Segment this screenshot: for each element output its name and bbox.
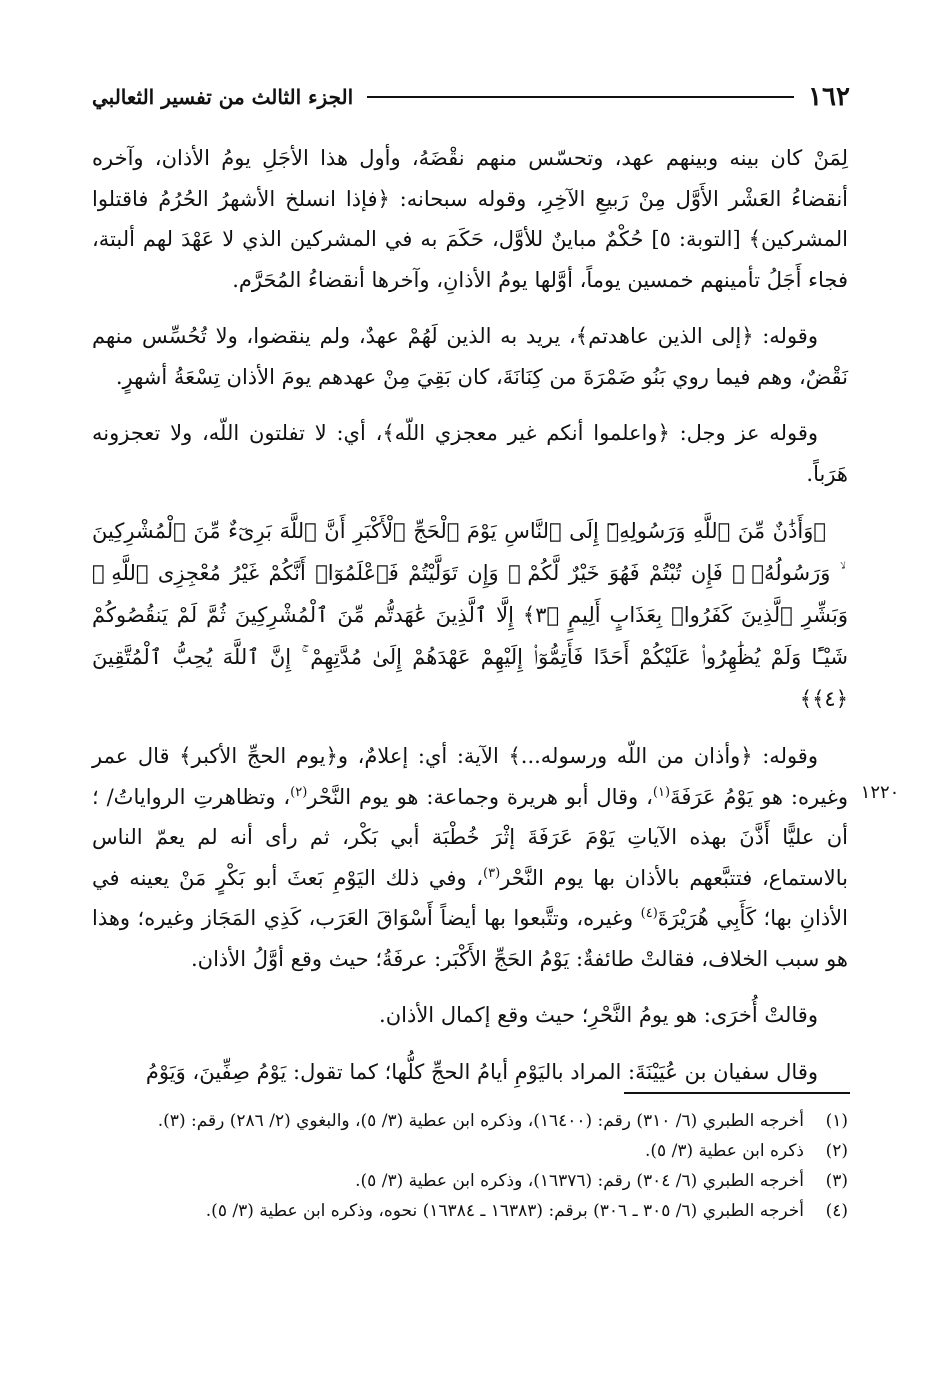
paragraph-4-part-d: ، وفي ذلك اليَوْمِ بَعثَ أبو بَكْرٍ مَنْ يعينه في الأذانِ بها؛ كَأَبِي هُرَيْرَةَ [92, 865, 848, 930]
footnote-separator [624, 1092, 850, 1094]
page-header [92, 80, 850, 114]
paragraph-1: لِمَنْ كان بينه وبينهم عهد، وتحسّس منهم نقْضَهُ، وأول هذا الأجَلِ يومُ الأذان، وآخره أنقضاءُ العَشْر الأَوَّل مِنْ رَبيعِ الآخِرِ، وقوله سبحانه: ﴿فإذا انسلخ الأشهرُ الحُرُمُ فاقتلوا المشركين﴾ [التوبة: ٥] حُكْمٌ مباينٌ للأوَّل، حَكَمَ به في المشركين الذي لا عَهْدَ لهم ألبتة، فجاء أَجَلُ تأمينهم خمسين يوماً، أوَّلها يومُ الأذانِ، وآخرها أنقضاءُ المُحَرَّم. [92, 146, 848, 292]
footnote-text: أخرجه الطبري (٦/ ٣١٠) رقم: (١٦٤٠٠)، وذكره ابن عطية (٣/ ٥)، والبغوي (٢/ ٢٨٦) رقم: (٣). [157, 1111, 804, 1131]
footnote-text: أخرجه الطبري (٦/ ٣٠٥ ـ ٣٠٦) برقم: (١٦٣٨٣ ـ ١٦٣٨٤) نحوه، وذكره ابن عطية (٣/ ٥). [205, 1201, 804, 1221]
footnote-number: (١) [825, 1111, 848, 1131]
footnote-number: (٣) [825, 1171, 848, 1191]
footnote-number: (٢) [825, 1141, 848, 1161]
footnote-number: (٤) [825, 1201, 848, 1221]
quran-verse: ﴿وَأَذَٰنٌ مِّنَ ٱللَّهِ وَرَسُولِهِۦٓ إِلَى ٱلنَّاسِ يَوْمَ ٱلْحَجِّ ٱلْأَكْبَرِ أَنَّ ٱللَّهَ بَرِىٓءٌ مِّنَ ٱلْمُشْرِكِينَ ۙ وَرَسُولُهُۥ ۚ فَإِن تُبْتُمْ فَهُوَ خَيْرٌ لَّكُمْ ۖ وَإِن تَوَلَّيْتُمْ فَٱعْلَمُوٓا۟ أَنَّكُمْ غَيْرُ مُعْجِزِى ٱللَّهِ ۗ وَبَشِّرِ ٱلَّذِينَ كَفَرُوا۟ بِعَذَابٍ أَلِيمٍ ﴿٣﴾ إِلَّا ٱلَّذِينَ عَٰهَدتُّم مِّنَ ٱلْمُشْرِكِينَ ثُمَّ لَمْ يَنقُصُوكُمْ شَيْـًٔا وَلَمْ يُظَٰهِرُوا۟ عَلَيْكُمْ أَحَدًا فَأَتِمُّوٓا۟ إِلَيْهِمْ عَهْدَهُمْ إِلَىٰ مُدَّتِهِمْ ۚ إِنَّ ٱللَّهَ يُحِبُّ ٱلْمُتَّقِينَ ﴿٤﴾﴾ [92, 519, 848, 711]
footnote-marker-3: (٣) [483, 865, 501, 881]
footnote-text: أخرجه الطبري (٦/ ٣٠٤) رقم: (١٦٣٧٦)، وذكره ابن عطية (٣/ ٥). [355, 1171, 804, 1191]
paragraph-3: وقوله عز وجل: ﴿واعلموا أنكم غير معجزي اللّه﴾، أي: لا تفلتون اللّه، ولا تعجزونه هَرَباً. [92, 421, 848, 486]
running-title: الجزء الثالث من تفسير الثعالبي [92, 85, 354, 109]
page-number: ١٦٢ [808, 82, 850, 112]
paragraph-5: وقالتْ أُخرَى: هو يومُ النَّحْرِ؛ حيث وقع إكمال الأذان. [379, 1003, 818, 1027]
paragraph-4-part-e: وغيره، وتتَّبعوا بها أيضاً أَسْوَاقَ العَرَب، كَذِي المَجَاز وغيره؛ وهذا هو سبب الخلاف، فقالتْ طائفةٌ: يَوْمُ الحَجِّ الأَكْبَر: عرفَةُ؛ حيث وقع أوَّلُ الأذان. [92, 906, 848, 971]
margin-number: ١٢٢٠ [860, 782, 900, 803]
footnote-4 [92, 1196, 848, 1226]
footnote-3 [92, 1166, 848, 1196]
paragraph-6: وقال سفيان بن عُيَيْنَةَ: المراد باليَوْمِ أيامُ الحجِّ كلُّها؛ كما تقول: يَوْمُ صِفِّينَ، وَيَوْمُ [145, 1059, 818, 1084]
header-rule [367, 96, 794, 98]
paragraph-4-part-c: ، وتظاهرتِ الرواياتُ/ ؛ أن عليًّا أَذَّنَ بهذه الآياتِ يَوْمَ عَرَفَةَ إثْرَ خُطْبَة أبي بَكْر، ثم رأى أنه لم يعمّ الناس بالاستماع، فتتبَّعهم بالأذان بها يوم النَّحْر [92, 784, 848, 890]
main-text [92, 138, 848, 1108]
paragraph-4 [92, 736, 848, 979]
footnote-marker-2: (٢) [290, 784, 308, 800]
footnote-2 [92, 1136, 848, 1166]
footnote-text: ذكره ابن عطية (٣/ ٥). [645, 1141, 804, 1161]
paragraph-4-part-b: ، وقال أبو هريرة وجماعة: هو يوم النَّحْر [307, 784, 653, 809]
paragraph-2: وقوله: ﴿إلى الذين عاهدتم﴾، يريد به الذين لَهُمْ عهدٌ، ولم ينقضوا، ولا تُحُسِّس منهم نَقْضٌ، وهم فيما روي بَنُو ضَمْرَةَ من كِنَانَةَ، كان بَقِيَ مِنْ عهدهم يومَ الأذان تِسْعَةُ أشهرٍ. [92, 324, 848, 389]
paragraph-4-part-a: وقوله: ﴿وأذان من اللّه ورسوله...﴾ الآية: أي: إعلامٌ، و﴿يوم الحجِّ الأكبر﴾ قال عمر وغيره: هو يَوْمُ عَرَفَةَ [92, 744, 849, 809]
footnote-1 [92, 1106, 848, 1136]
footnote-marker-1: (١) [652, 784, 671, 800]
footnote-marker-4: (٤) [640, 906, 658, 921]
footnotes [92, 1106, 848, 1226]
